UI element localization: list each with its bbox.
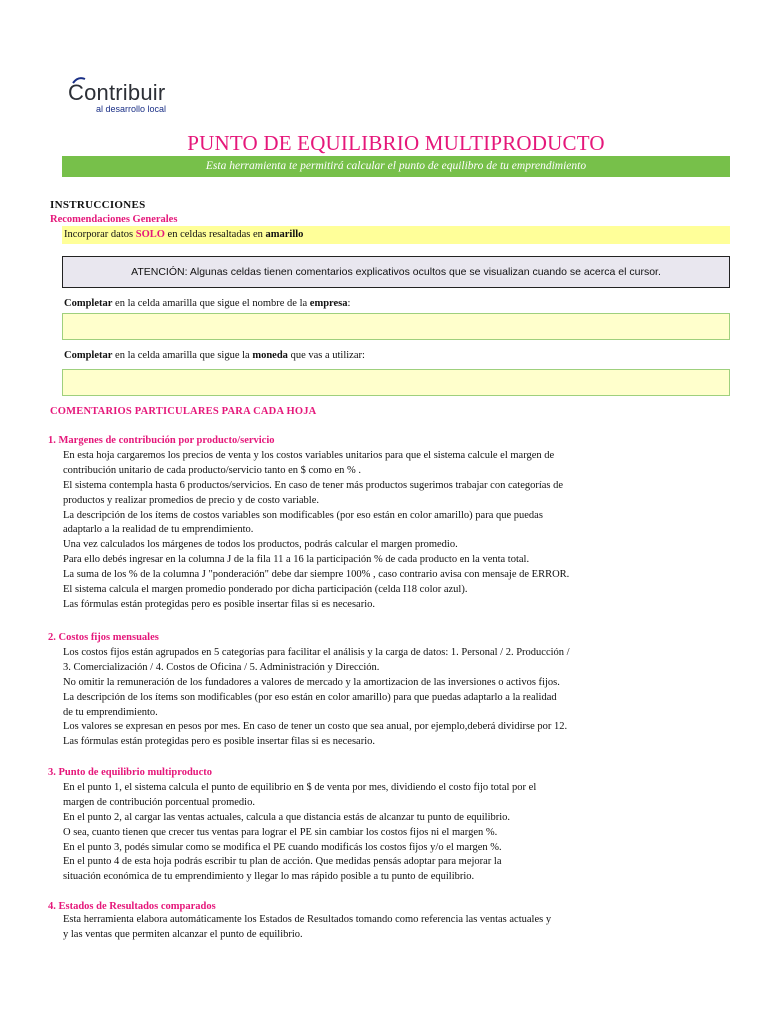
section-1-line: contribución unitario de cada producto/servicio tanto en $ como en % . <box>63 464 361 476</box>
currency-prompt <box>64 350 365 361</box>
section-3-line: margen de contribución porcentual promedio. <box>63 796 255 808</box>
logo-name: Contribuir <box>68 80 166 105</box>
page-subtitle: Esta herramienta te permitirá calcular el punto de equilibro de tu emprendimiento <box>62 156 730 177</box>
section-2-line: La descripción de los ítems son modificables (por eso están en color amarillo) para que puedas adaptarlo a la realidad <box>63 691 557 703</box>
section-4-line: Esta herramienta elabora automáticamente los Estados de Resultados tomando como referencia las ventas actuales y <box>63 914 552 925</box>
logo-tagline: al desarrollo local <box>96 104 167 114</box>
yellow-note-bold: amarillo <box>265 229 304 240</box>
section-4-body <box>63 913 551 943</box>
page-title: PUNTO DE EQUILIBRIO MULTIPRODUCTO <box>187 131 605 155</box>
section-1-line: El sistema calcula el margen promedio ponderado por dicha participación (celda I18 color azul). <box>63 584 468 596</box>
section-2-line: Los costos fijos están agrupados en 5 categorías para facilitar el análisis y la carga de datos: 1. Personal / 2. Producción / <box>63 647 570 658</box>
section-1-line: La suma de los % de la columna J "ponderación" debe dar siempre 100% , caso contrario avisa con mensaje de ERROR. <box>63 569 570 581</box>
section-1-line: En esta hoja cargaremos los precios de venta y los costos variables unitarios para que el sistema calcule el margen de <box>63 450 555 461</box>
company-name-input[interactable] <box>62 313 730 340</box>
section-3-body <box>63 781 536 885</box>
section-1-body <box>63 449 569 613</box>
section-2-line: de tu emprendimiento. <box>63 706 158 718</box>
yellow-note-mid: en celdas resaltadas en <box>164 229 266 240</box>
yellow-note-row <box>62 226 730 244</box>
company-prompt <box>64 298 350 309</box>
section-1-title: 1. Margenes de contribución por producto/servicio <box>48 435 275 446</box>
currency-prompt-bold-2: moneda <box>252 350 288 361</box>
company-prompt-text-1: en la celda amarilla que sigue el nombre de la <box>112 298 310 309</box>
section-3-line: En el punto 4 de esta hoja podrás escribir tu plan de acción. Que medidas pensás adoptar para mejorar la <box>63 856 502 868</box>
section-1-line: Las fórmulas están protegidas pero es posible insertar filas si es necesario. <box>63 598 375 610</box>
section-4-title: 4. Estados de Resultados comparados <box>48 901 216 912</box>
comments-heading: COMENTARIOS PARTICULARES PARA CADA HOJA <box>50 406 317 417</box>
section-1-line: El sistema contempla hasta 6 productos/servicios. En caso de tener más productos sugerimos trabajar con categorías de <box>63 479 564 491</box>
currency-prompt-bold-1: Completar <box>64 350 113 361</box>
logo <box>68 82 166 114</box>
section-2-line: 3. Comercialización / 4. Costos de Oficina / 5. Administración y Dirección. <box>63 661 380 673</box>
section-2-line: Los valores se expresan en pesos por mes. En caso de tener un costo que sea anual, por ejemplo,deberá dividirse por 12. <box>63 721 568 733</box>
section-1-line: Una vez calculados los márgenes de todos los productos, podrás calcular el margen promedio. <box>63 539 458 551</box>
section-3-line: O sea, cuanto tienen que crecer tus ventas para lograr el PE sin cambiar los costos fijos ni el margen %. <box>63 826 498 838</box>
currency-input[interactable] <box>62 369 730 396</box>
section-3-title: 3. Punto de equilibrio multiproducto <box>48 767 213 778</box>
section-2-body <box>63 646 570 750</box>
company-prompt-bold-1: Completar <box>64 298 113 309</box>
section-1-line: La descripción de los ítems de costos variables son modificables (por eso están en color amarillo) para que puedas <box>63 509 543 521</box>
currency-prompt-text-1: en la celda amarilla que sigue la <box>112 350 253 361</box>
section-1-line: Para ello debés ingresar en la columna J de la fila 11 a 16 la participación % de cada producto en la venta total. <box>63 554 530 566</box>
logo-swoosh-icon <box>72 76 86 84</box>
section-2-line: Las fórmulas están protegidas pero es posible insertar filas si es necesario. <box>63 736 375 748</box>
yellow-note-pre: Incorporar datos <box>64 229 136 240</box>
yellow-note-solo: SOLO <box>135 229 165 240</box>
section-2-title: 2. Costos fijos mensuales <box>48 632 159 643</box>
company-prompt-text-2: : <box>347 298 351 309</box>
section-4-line: y las ventas que permiten alcanzar el punto de equilibrio. <box>63 928 303 940</box>
section-1-line: productos y realizar promedios de precio y de costo variable. <box>63 494 319 506</box>
currency-prompt-text-2: que vas a utilizar: <box>287 350 365 361</box>
general-recommendations-heading: Recomendaciones Generales <box>50 214 178 225</box>
section-3-line: situación económica de tu emprendimiento y llegar lo mas rápido posible a tu punto de equilibrio. <box>63 871 475 883</box>
section-3-line: En el punto 1, el sistema calcula el punto de equilibrio en $ de venta por mes, dividiendo el costo fijo total por el <box>63 782 537 793</box>
instructions-heading: INSTRUCCIONES <box>50 199 146 211</box>
section-1-line: adaptarlo a la realidad de tu emprendimiento. <box>63 524 254 536</box>
section-2-line: No omitir la remuneración de los fundadores a valores de mercado y la amortizacion de las inversiones o activos fijos. <box>63 676 560 688</box>
section-3-line: En el punto 2, al cargar las ventas actuales, calcula a que distancia estás de alcanzar tu punto de equilibrio. <box>63 811 511 823</box>
company-prompt-bold-2: empresa <box>309 298 348 309</box>
section-3-line: En el punto 3, podés simular como se modifica el PE cuando modificás los costos fijos y/o el margen %. <box>63 841 502 853</box>
attention-box: ATENCIÓN: Algunas celdas tienen comentarios explicativos ocultos que se visualizan cuando se acerca el cursor. <box>62 256 730 288</box>
